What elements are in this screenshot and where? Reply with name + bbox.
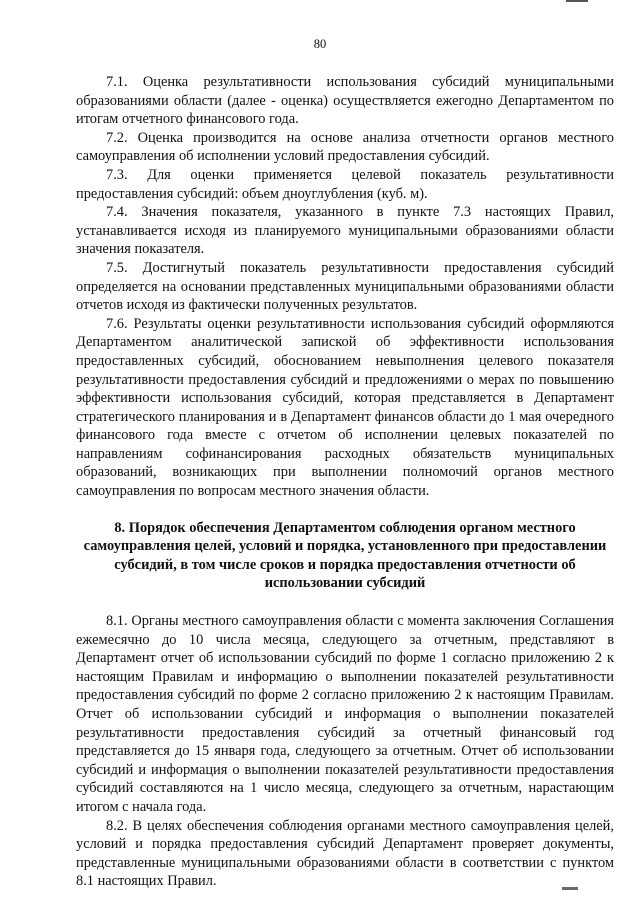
paragraph-8-1: 8.1. Органы местного самоуправления области с момента заключения Соглашения ежемесячно до 10 числа месяца, следующего за отчетным, представляют в Департамент отчет об использовании субсидий по форме 1 согласно приложению 2 к настоящим Правилам и информацию о выполнении показателей результативности предоставления субсидий по форме 2 согласно приложению 2 к настоящим Правилам. Отчет об использовании субсидий и информация о выполнении показателей результативности предоставления субсидий за отчетный финансовый год представляется до 15 января года, следующего за отчетным. Отчет об использовании субсидий и информация о выполнении показателей результативности предоставления субсидий составляются на 1 число месяца, следующего за отчетным, нарастающим итогом с начала года. — [76, 613, 614, 815]
paragraph-7-6: 7.6. Результаты оценки результативности использования субсидий оформляются Департаментом аналитической запиской об эффективности использования предоставленных субсидий, обоснованием невыполнения целевого показателя результативности предоставления субсидий и предложениями о мерах по повышению эффективности использования субсидий, которая представляется в Департамент стратегического планирования и в Департамент финансов области до 1 мая очередного финансового года вместе с отчетом об исполнении целевых показателей по направлениям софинансирования расходных обязательств муниципальных образований, возникающих при выполнении полномочий органов местного самоуправления по вопросам местного значения области. — [76, 315, 614, 500]
paragraph-7-1: 7.1. Оценка результативности использования субсидий муниципальными образованиями области (далее - оценка) осуществляется ежегодно Департаментом по итогам отчетного финансового года. — [76, 74, 614, 128]
paragraph-7-2: 7.2. Оценка производится на основе анализа отчетности органов местного самоуправления об исполнении условий предоставления субсидий. — [76, 129, 614, 165]
section-8-heading: 8. Порядок обеспечения Департаментом соблюдения органом местного самоуправления целей, условий и порядка, установленного при предоставлении субсидий, в том числе сроков и порядка предоставления отчетности об использовании субсидий — [83, 519, 607, 592]
paragraph-8-2: 8.2. В целях обеспечения соблюдения органами местного самоуправления целей, условий и порядка предоставления субсидий Департамент проверяет документы, представленные муниципальными образованиями области в соответствии с пунктом 8.1 настоящих Правил. — [76, 817, 614, 890]
paragraph-7-4: 7.4. Значения показателя, указанного в пункте 7.3 настоящих Правил, устанавливается исходя из планируемого муниципальными образованиями области значения показателя. — [76, 204, 614, 258]
scan-mark-bottom — [562, 887, 578, 890]
scan-mark-top — [566, 0, 588, 2]
paragraph-7-3: 7.3. Для оценки применяется целевой показатель результативности предоставления субсидий: объем дноуглубления (куб. м). — [76, 166, 614, 202]
paragraph-7-5: 7.5. Достигнутый показатель результативности предоставления субсидий определяется на основании представленных муниципальными образованиями области отчетов исходя из фактически полученных результатов. — [76, 259, 614, 314]
document-body — [76, 73, 614, 891]
page-number: 80 — [313, 37, 327, 51]
